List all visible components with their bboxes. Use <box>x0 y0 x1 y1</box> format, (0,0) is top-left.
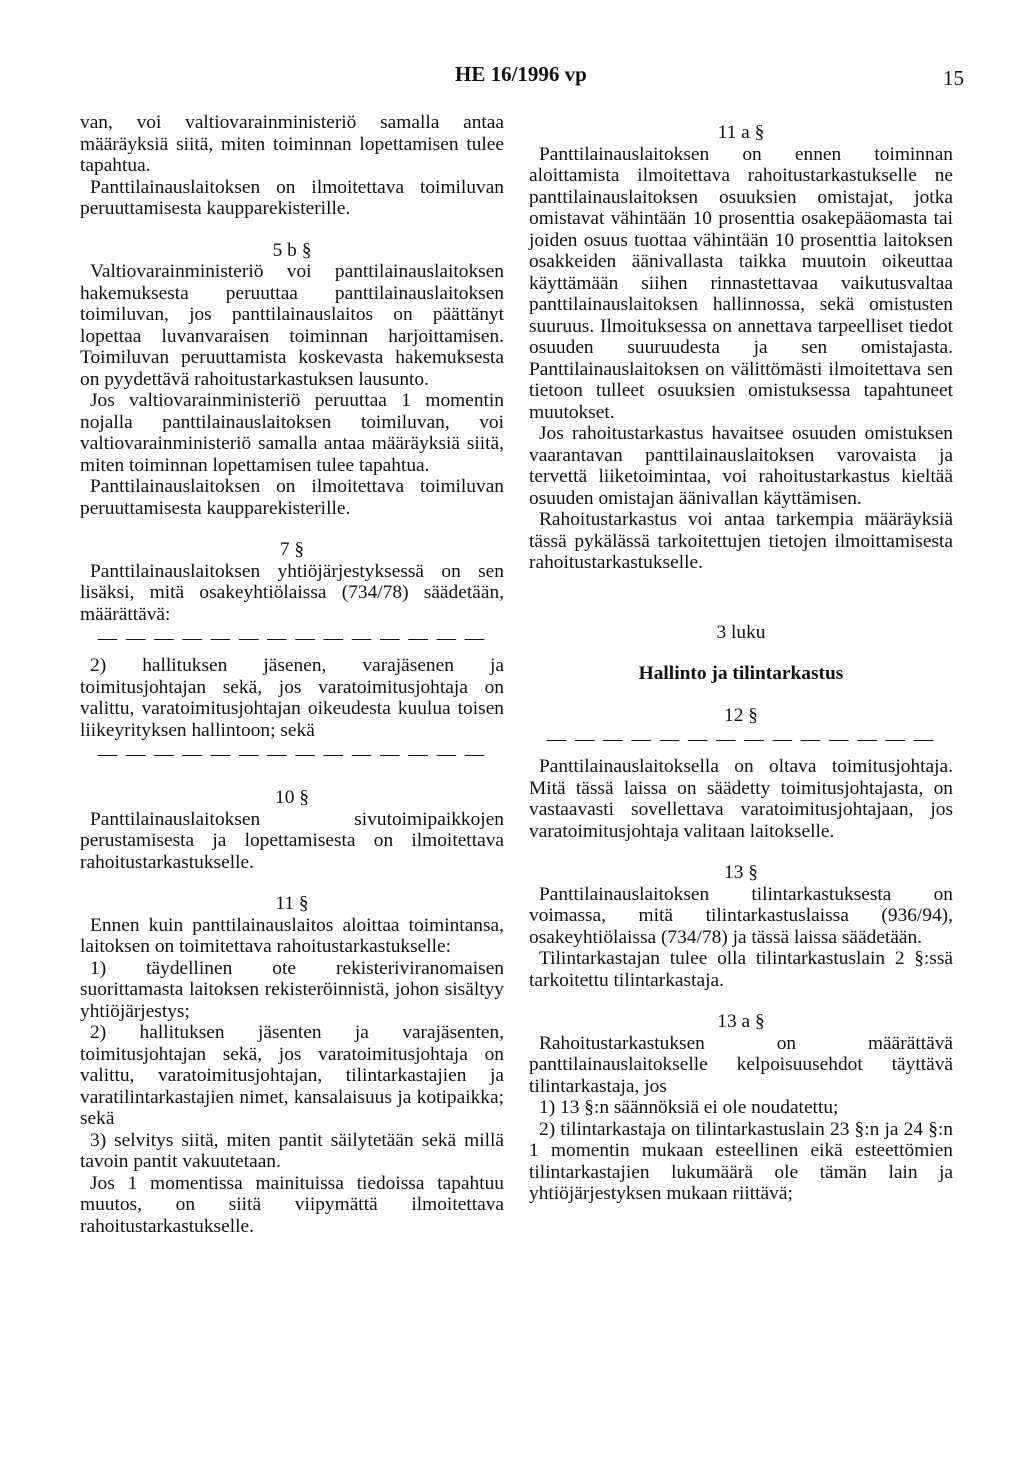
list-item: 2) tilintarkastaja on tilintarkastuslain 23 §:n ja 24 §:n 1 momentin mukaan esteellinen eikä esteettömien tilintarkastajien lukumäärä ole tämän lain ja yhtiöjärjestyksen mukaan riittävä; <box>529 1118 953 1204</box>
section-heading-10: 10 § <box>275 787 309 808</box>
list-item: 1) 13 §:n säännöksiä ei ole noudatettu; <box>539 1097 839 1118</box>
paragraph: Jos valtiovarainministeriö peruuttaa 1 momentin nojalla panttilainauslaitoksen toimiluvan, voi valtiovarainministeriö samalla antaa määräyksiä siitä, miten toiminnan lopettamisen tulee tapahtua. <box>80 390 504 476</box>
document-title: HE 16/1996 vp <box>455 62 587 86</box>
omission-dashes: — — — — — — — — — — — — — — <box>97 744 487 765</box>
list-item: 1) täydellinen ote rekisteriviranomaisen suorittamasta laitoksen rekisteröinnistä, johon sisältyy yhtiöjärjestys; <box>80 957 504 1022</box>
paragraph: Panttilainauslaitoksen sivutoimipaikkojen perustamisesta ja lopettamisesta on ilmoitettava rahoitustarkastukselle. <box>80 808 504 873</box>
paragraph: Panttilainauslaitoksen on ilmoitettava toimiluvan peruuttamisesta kaupparekisterille. <box>80 176 504 219</box>
paragraph: 2) hallituksen jäsenen, varajäsenen ja toimitusjohtajan sekä, jos varatoimitusjohtaja on valittu, varatoimitusjohtajan oikeudesta kuulua toisen liikeyrityksen hallintoon; sekä <box>80 655 504 741</box>
paragraph: van, voi valtiovarainministeriö samalla antaa määräyksiä siitä, miten toiminnan lopettamisen tulee tapahtua. <box>80 112 504 176</box>
paragraph: Ennen kuin panttilainauslaitos aloittaa toimintansa, laitoksen on toimitettava rahoitustarkastukselle: <box>80 914 504 957</box>
page-number: 15 <box>943 66 964 90</box>
section-heading-11a: 11 a § <box>717 122 765 143</box>
paragraph: Rahoitustarkastuksen on määrättävä panttilainauslaitokselle kelpoisuusehdot täyttävä tilintarkastaja, jos <box>529 1032 953 1097</box>
omission-dashes: — — — — — — — — — — — — — — <box>546 729 936 750</box>
paragraph: Rahoitustarkastus voi antaa tarkempia määräyksiä tässä pykälässä tarkoitettujen tietojen ilmoittamisesta rahoitustarkastukselle. <box>529 509 953 573</box>
paragraph: Jos rahoitustarkastus havaitsee osuuden omistuksen vaarantavan panttilainauslaitoksen varovaista ja tervettä liiketoimintaa, voi rahoitustarkastus kieltää osuuden omistajan äänivallan käyttämisen. <box>529 423 953 509</box>
section-heading-7: 7 § <box>279 539 305 560</box>
section-heading-11: 11 § <box>275 893 309 914</box>
list-item: 2) hallituksen jäsenten ja varajäsenten, toimitusjohtajan sekä, jos varatoimitusjohtaja on valittu, varatoimitusjohtajan, tilintarkastajien ja varatilintarkastajien nimet, kansalaisuus ja kotipaikka; sekä <box>80 1022 504 1129</box>
chapter-title: Hallinto ja tilintarkastus <box>638 663 844 684</box>
page-header <box>0 62 1024 92</box>
section-heading-5b: 5 b § <box>272 239 312 261</box>
section-heading-12: 12 § <box>724 704 758 726</box>
chapter-number: 3 luku <box>716 621 766 643</box>
paragraph: Valtiovarainministeriö voi panttilainauslaitoksen hakemuksesta peruuttaa panttilainauslaitoksen toimiluvan, jos panttilainauslaitos on päättänyt lopettaa luvanvaraisen toiminnan harjoittamisen. Toimiluvan peruuttamista koskevasta hakemuksesta on pyydettävä rahoitustarkastuksen lausunto. <box>80 261 504 390</box>
right-column <box>529 122 953 1205</box>
section-heading-13a: 13 a § <box>717 1011 765 1032</box>
paragraph: Panttilainauslaitoksen yhtiöjärjestyksessä on sen lisäksi, mitä osakeyhtiölaissa (734/78) säädetään, määrättävä: <box>80 560 504 625</box>
paragraph: Tilintarkastajan tulee olla tilintarkastuslain 2 §:ssä tarkoitettu tilintarkastaja. <box>529 948 953 991</box>
paragraph: Panttilainauslaitoksen tilintarkastuksesta on voimassa, mitä tilintarkastuslaissa (936/94), osakeyhtiölaissa (734/78) ja tässä laissa säädetään. <box>529 883 953 948</box>
omission-dashes: — — — — — — — — — — — — — — <box>97 628 487 649</box>
left-column <box>80 112 504 1237</box>
section-heading-13: 13 § <box>724 862 758 883</box>
paragraph: Panttilainauslaitoksen on ennen toiminnan aloittamista ilmoitettava rahoitustarkastukselle ne panttilainauslaitoksen osuuksien omistajat, jotka omistavat vähintään 10 prosenttia osakepääomasta tai joiden osuus tuottaa vähintään 10 prosenttia laitoksen osakkeiden äänivallasta taikka muutoin oikeuttaa käyttämään siihen rinnastettavaa vaikutusvaltaa panttilainauslaitoksen hallinnossa, sekä omistusten suuruus. Ilmoituksessa on annettava tarpeelliset tiedot osuuden suuruudesta ja sen omistajasta. Panttilainauslaitoksen on välittömästi ilmoitettava sen tietoon tulleet osuuksien omistuksessa tapahtuneet muutokset. <box>529 143 953 423</box>
paragraph: Jos 1 momentissa mainituissa tiedoissa tapahtuu muutos, on siitä viipymättä ilmoitettava rahoitustarkastukselle. <box>80 1172 504 1237</box>
paragraph: Panttilainauslaitoksella on oltava toimitusjohtaja. Mitä tässä laissa on säädetty toimitusjohtajasta, on vastaavasti sovellettava varatoimitusjohtajaan, jos varatoimitusjohtaja valitaan laitokselle. <box>529 756 953 842</box>
paragraph: Panttilainauslaitoksen on ilmoitettava toimiluvan peruuttamisesta kaupparekisterille. <box>80 476 504 519</box>
list-item: 3) selvitys siitä, miten pantit säilytetään sekä millä tavoin pantit vakuutetaan. <box>80 1129 504 1172</box>
